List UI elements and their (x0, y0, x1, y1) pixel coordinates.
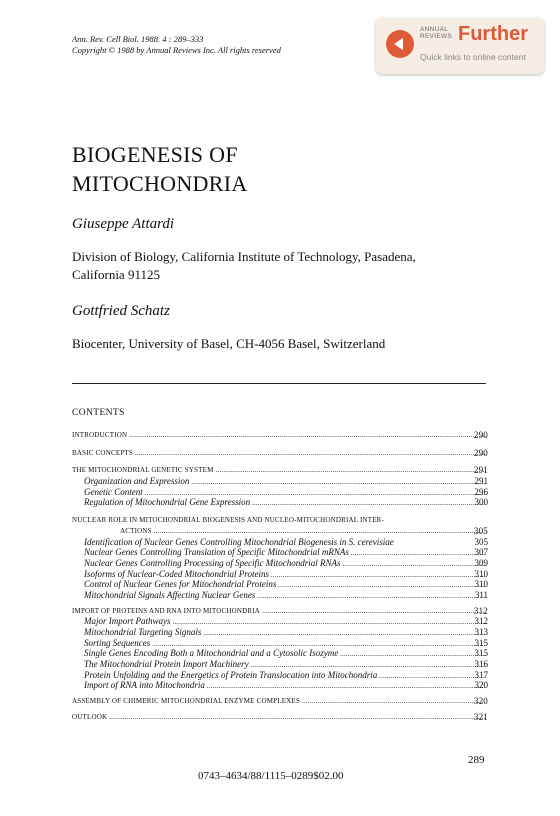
toc-entry (72, 616, 488, 627)
journal-citation: Ann. Rev. Cell Biol. 1988. 4 : 289–333 (72, 34, 204, 44)
article-title: BIOGENESIS OF MITOCHONDRIA (72, 142, 248, 196)
toc-leader-dots (207, 680, 486, 692)
toc-entry-label: ACTIONS (120, 526, 152, 535)
affiliation-caltech: Division of Biology, California Institute of Technology, Pasadena, California 91125 (72, 249, 416, 282)
toc-entry-label: INTRODUCTION (72, 431, 128, 439)
toc-entry-page: 305 (473, 525, 488, 536)
toc-entry-label: Sorting Sequences (84, 637, 151, 648)
author-schatz: Gottfried Schatz (72, 303, 170, 319)
toc-leader-dots (252, 497, 486, 509)
toc-entry-page: 320 (473, 696, 488, 707)
toc-entry-page: 315 (474, 648, 488, 659)
toc-entry-label: Identification of Nuclear Genes Controlling Mitochondrial Biogenesis in S. cerevisiae (84, 536, 394, 547)
toc-entry (72, 638, 488, 649)
toc-entry (72, 659, 488, 670)
toc-entry-label: Major Import Pathways (84, 616, 171, 627)
toc-entry-page: 313 (474, 627, 488, 637)
affiliation-basel: Biocenter, University of Basel, CH-4056 Basel, Switzerland (72, 336, 386, 351)
toc-entry (72, 526, 488, 537)
toc-entry-label: Mitochondrial Targeting Signals (84, 627, 202, 637)
toc-entry-label: OUTLOOK (72, 712, 108, 721)
annual-reviews-brand: ANNUAL REVIEWS (420, 26, 453, 40)
toc-entry (72, 606, 488, 617)
toc-entry-label: Nuclear Genes Controlling Translation of Specific Mitochondrial mRNAs (84, 547, 349, 558)
badge-tagline: Quick links to online content (420, 52, 526, 62)
journal-citation-block (72, 34, 281, 56)
toc-entry-page: 316 (474, 659, 488, 670)
author-attardi: Giuseppe Attardi (72, 216, 175, 232)
toc-entry-page: 296 (474, 486, 488, 497)
toc-entry (72, 590, 488, 601)
toc-entry-label: Regulation of Mitochondrial Gene Expression (84, 497, 251, 508)
toc-entry-page: 307 (474, 547, 488, 558)
toc-entry-page: 312 (474, 616, 488, 627)
toc-entry (72, 537, 488, 548)
toc-leader-dots (109, 712, 486, 723)
toc-entry (72, 515, 488, 526)
toc-entry-page: 317 (474, 669, 488, 680)
toc-entry-label: ASSEMBLY OF CHIMERIC MITOCHONDRIAL ENZYME COMPLEXES (72, 697, 301, 706)
play-arrow-icon (386, 30, 414, 58)
toc-leader-dots (257, 590, 486, 602)
toc-entry (72, 712, 488, 723)
toc-entry (72, 558, 488, 569)
toc-entry (72, 430, 488, 441)
toc-entry (72, 465, 488, 476)
toc-entry-page: 300 (474, 497, 488, 508)
toc-entry-label: THE MITOCHONDRIAL GENETIC SYSTEM (72, 466, 214, 475)
article-code: 0743–4634/88/1115–0289$02.00 (198, 770, 344, 782)
toc-leader-dots (216, 465, 486, 476)
toc-entry (72, 680, 488, 691)
toc-entry (72, 627, 488, 638)
toc-leader-dots (262, 606, 486, 617)
toc-entry (72, 579, 488, 590)
toc-leader-dots (135, 448, 486, 459)
page-number: 289 (468, 754, 485, 766)
toc-entry (72, 448, 488, 459)
toc-entry-page: 310 (474, 568, 488, 579)
toc-entry-label: Organization and Expression (84, 476, 190, 487)
toc-entry-page: 290 (473, 447, 488, 458)
toc-leader-dots (129, 430, 486, 441)
toc-entry-page: 309 (474, 557, 488, 568)
toc-entry-label: BASIC CONCEPTS (72, 448, 133, 457)
toc-entry-page: 290 (473, 430, 488, 440)
toc-entry (72, 670, 488, 681)
toc-entry (72, 648, 488, 659)
toc-entry (72, 547, 488, 558)
toc-entry-label: Isoforms of Nuclear-Coded Mitochondrial Proteins (84, 568, 269, 579)
toc-entry-label: Genetic Content (84, 486, 143, 497)
further-logo-text: Further (458, 23, 528, 45)
contents-heading: CONTENTS (72, 408, 125, 418)
toc-leader-dots (302, 696, 486, 707)
toc-entry-label: Control of Nuclear Genes for Mitochondrial Proteins (84, 579, 277, 590)
toc-entry-page: 291 (473, 465, 488, 476)
toc-entry-page: 315 (474, 637, 488, 648)
copyright-notice: Copyright © 1988 by Annual Reviews Inc. All rights reserved (72, 45, 281, 55)
toc-entry-page: 311 (474, 589, 488, 600)
section-divider (72, 383, 486, 384)
toc-entry (72, 696, 488, 707)
toc-entry-label: Nuclear Genes Controlling Processing of Specific Mitochondrial RNAs (84, 557, 341, 568)
toc-entry-page: 320 (474, 680, 488, 691)
toc-entry-label: Import of RNA into Mitochondria (84, 680, 205, 691)
toc-entry-page: 312 (473, 605, 488, 616)
toc-entry (72, 487, 488, 498)
further-links-badge[interactable] (376, 18, 544, 74)
toc-entry-page: 305 (474, 536, 488, 547)
toc-entry (72, 569, 488, 580)
toc-entry-label: Protein Unfolding and the Energetics of Protein Translocation into Mitochondria (84, 669, 378, 680)
toc-entry-label: NUCLEAR ROLE IN MITOCHONDRIAL BIOGENESIS AND NUCLEO-MITOCHONDRIAL INTER- (72, 516, 385, 525)
toc-entry-label: The Mitochondrial Protein Import Machinery (84, 659, 249, 670)
toc-entry-page: 321 (473, 711, 488, 722)
toc-entry-label: IMPORT OF PROTEINS AND RNA INTO MITOCHONDRIA (72, 606, 261, 615)
toc-entry-label: Single Genes Encoding Both a Mitochondrial and a Cytosolic Isozyme (84, 648, 339, 659)
toc-entry (72, 497, 488, 508)
toc-entry-label: Mitochondrial Signals Affecting Nuclear Genes (84, 589, 256, 600)
toc-entry-page: 291 (474, 476, 488, 487)
toc-entry-page: 310 (474, 579, 488, 590)
table-of-contents (72, 430, 488, 723)
toc-leader-dots (154, 526, 486, 537)
toc-entry (72, 476, 488, 487)
